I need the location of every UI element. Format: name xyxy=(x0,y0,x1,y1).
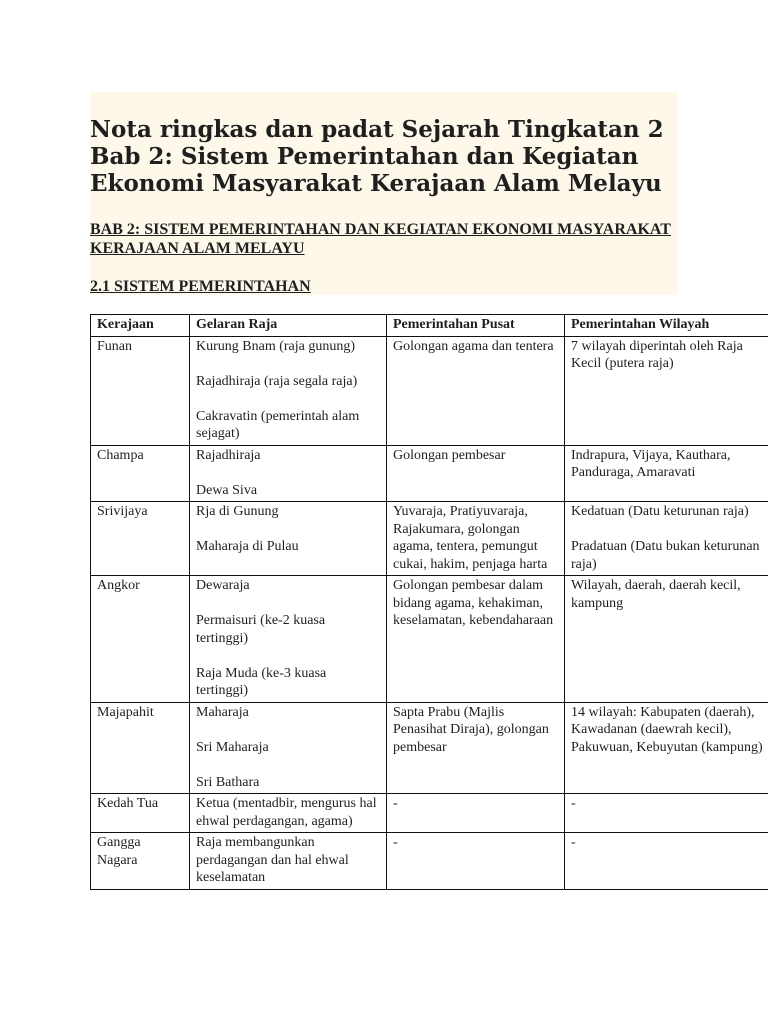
paragraph-gap xyxy=(571,521,766,539)
cell-text: Raja Muda (ke-3 kuasa tertinggi) xyxy=(196,665,327,698)
cell-text: Sri Maharaja xyxy=(196,739,269,755)
cell-pemerintahan-wilayah xyxy=(565,833,768,890)
paragraph-gap xyxy=(196,390,380,408)
chapter-heading: BAB 2: SISTEM PEMERINTAHAN DAN KEGIATAN EKONOMI MASYARAKAT KERAJAAN ALAM MELAYU xyxy=(90,221,671,257)
column-header-pemerintahan-pusat: Pemerintahan Pusat xyxy=(387,315,565,337)
cell-pemerintahan-wilayah xyxy=(565,702,768,794)
cell-kerajaan: Champa xyxy=(91,445,190,502)
table-row xyxy=(91,576,768,703)
cell-pemerintahan-wilayah xyxy=(565,445,768,502)
cell-text: Raja membangunkan perdagangan dan hal ehwal keselamatan xyxy=(196,835,349,885)
column-header-pemerintahan-wilayah: Pemerintahan Wilayah xyxy=(565,315,768,337)
cell-pemerintahan-pusat xyxy=(387,445,565,502)
cell-text: Pradatuan (Datu bukan keturunan raja) xyxy=(571,539,760,572)
cell-gelaran-raja xyxy=(190,502,387,576)
page-title: Nota ringkas dan padat Sejarah Tingkatan 2 Bab 2: Sistem Pemerintahan dan Kegiatan Ekonomi Masyarakat Kerajaan Alam Melayu xyxy=(90,116,664,197)
cell-text: Permaisuri (ke-2 kuasa tertinggi) xyxy=(196,613,326,646)
table-row xyxy=(91,336,768,445)
cell-gelaran-raja xyxy=(190,336,387,445)
cell-text: Yuvaraja, Pratiyuvaraja, Rajakumara, golongan agama, tentera, pemungut cukai, hakim, penjaga harta xyxy=(393,504,548,572)
cell-text: Kurung Bnam (raja gunung) xyxy=(196,338,356,354)
cell-gelaran-raja xyxy=(190,702,387,794)
cell-gelaran-raja xyxy=(190,576,387,703)
cell-text: - xyxy=(393,835,398,850)
cell-kerajaan: Srivijaya xyxy=(91,502,190,576)
cell-text: Maharaja xyxy=(196,704,249,720)
cell-text: Ketua (mentadbir, mengurus hal ehwal perdagangan, agama) xyxy=(196,796,377,829)
table-cutoff xyxy=(189,924,768,934)
cell-pemerintahan-pusat xyxy=(387,702,565,794)
cell-text: Dewaraja xyxy=(196,578,250,593)
cell-kerajaan: Funan xyxy=(91,336,190,445)
cell-text: Rja di Gunung xyxy=(196,504,279,519)
cell-pemerintahan-wilayah xyxy=(565,794,768,833)
cell-text: 14 wilayah: Kabupaten (daerah), Kawadanan (daewrah kecil), Pakuwuan, Kebuyutan (kampung) xyxy=(571,704,763,755)
cell-text: Sri Bathara xyxy=(196,774,260,790)
table-row xyxy=(91,794,768,833)
cell-pemerintahan-wilayah xyxy=(565,336,768,445)
cell-pemerintahan-pusat xyxy=(387,833,565,890)
cell-kerajaan: Majapahit xyxy=(91,702,190,794)
column-header-kerajaan: Kerajaan xyxy=(91,315,190,337)
paragraph-gap xyxy=(196,756,380,774)
cell-pemerintahan-wilayah xyxy=(565,502,768,576)
cell-pemerintahan-pusat xyxy=(387,794,565,833)
section-heading: 2.1 SISTEM PEMERINTAHAN xyxy=(90,278,311,295)
cell-gelaran-raja xyxy=(190,445,387,502)
cell-kerajaan: Angkor xyxy=(91,576,190,703)
table-header-row xyxy=(91,315,768,337)
cell-kerajaan: Kedah Tua xyxy=(91,794,190,833)
cell-text: Rajadhiraja (raja segala raja) xyxy=(196,373,358,389)
table-row xyxy=(91,833,768,890)
paragraph-gap xyxy=(196,647,380,665)
paragraph-gap xyxy=(196,595,380,613)
table-row xyxy=(91,445,768,502)
column-header-gelaran-raja: Gelaran Raja xyxy=(190,315,387,337)
cell-gelaran-raja xyxy=(190,794,387,833)
cell-pemerintahan-pusat xyxy=(387,336,565,445)
table-row xyxy=(91,502,768,576)
cell-text: Cakravatin (pemerintah alam sejagat) xyxy=(196,408,360,441)
cell-text: Sapta Prabu (Majlis Penasihat Diraja), golongan pembesar xyxy=(393,704,549,755)
cell-text: Golongan pembesar xyxy=(393,447,506,463)
cell-text: Wilayah, daerah, daerah kecil, kampung xyxy=(571,578,741,611)
cell-text: Dewa Siva xyxy=(196,482,258,498)
cell-text: Kedatuan (Datu keturunan raja) xyxy=(571,504,749,519)
government-table xyxy=(90,314,768,890)
cell-pemerintahan-wilayah xyxy=(565,576,768,703)
cell-gelaran-raja xyxy=(190,833,387,890)
table-body xyxy=(91,336,768,889)
cell-text: Golongan agama dan tentera xyxy=(393,338,554,354)
cell-kerajaan: Gangga Nagara xyxy=(91,833,190,890)
paragraph-gap xyxy=(196,521,380,539)
cell-text: 7 wilayah diperintah oleh Raja Kecil (putera raja) xyxy=(571,338,743,371)
paragraph-gap xyxy=(196,464,380,482)
cell-text: - xyxy=(571,835,576,850)
cell-text: Rajadhiraja xyxy=(196,447,261,463)
table-row xyxy=(91,702,768,794)
cell-pemerintahan-pusat xyxy=(387,576,565,703)
cell-text: Golongan pembesar dalam bidang agama, kehakiman, keselamatan, kebendaharaan xyxy=(393,578,554,628)
cell-text: Maharaja di Pulau xyxy=(196,539,299,554)
cell-text: - xyxy=(571,796,576,811)
cell-text: Indrapura, Vijaya, Kauthara, Panduraga, Amaravati xyxy=(571,447,731,480)
paragraph-gap xyxy=(196,721,380,739)
cell-pemerintahan-pusat xyxy=(387,502,565,576)
cell-text: - xyxy=(393,796,398,811)
paragraph-gap xyxy=(196,355,380,373)
